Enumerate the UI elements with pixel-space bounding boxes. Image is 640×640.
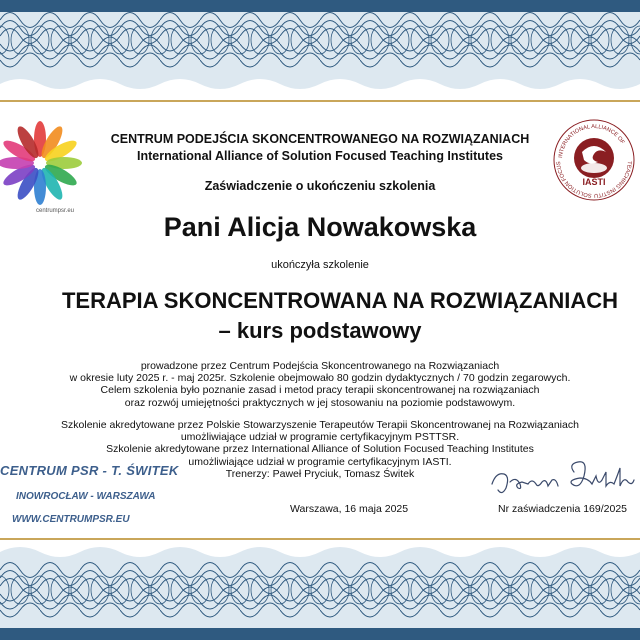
recipient-name: Pani Alicja Nowakowska (163, 212, 477, 242)
trainers-line: Trenerzy: Paweł Pryciuk, Tomasz Świtek (225, 467, 415, 480)
accreditation-line: Szkolenie akredytowane przez Polskie Stowarzyszenie Terapeutów Terapii Skoncentrowanej na Rozwiązaniach (61, 419, 579, 431)
logo-caption: centrumpsr.eu (36, 208, 75, 214)
certificate-title: Zaświadczenie o ukończeniu szkolenia (204, 179, 436, 193)
description-line: oraz rozwój umiejętności praktycznych w jej stosowaniu na poziomie podstawowym. (124, 396, 516, 409)
psr-stamp-city: INOWROCŁAW - WARSZAWA (16, 491, 156, 502)
accreditation-line: Szkolenie akredytowane przez International Alliance of Solution Focused Teaching Institutes (106, 443, 534, 456)
signature (488, 454, 638, 503)
completed-text: ukończyła szkolenie (271, 259, 369, 271)
psr-stamp-website: WWW.CENTRUMPSR.EU (12, 514, 130, 525)
description-line: prowadzone przez Centrum Podejścia Skoncentrowanego na Rozwiązaniach (140, 360, 500, 372)
top-gold-rule (0, 100, 640, 102)
place-and-date: Warszawa, 16 maja 2025 (290, 503, 409, 515)
accreditation-line: umożliwiające udział w programie certyfikacyjnym IASTI. (188, 455, 452, 468)
top-decorative-border (0, 0, 640, 98)
seal-ring-right: TEACHING INSTITU (593, 160, 633, 199)
course-title-line2: – kurs podstawowy (218, 318, 422, 343)
description-line: Celem szkolenia było poznanie zasad i metod pracy terapii skoncentrowanej na rozwiązaniach (100, 384, 540, 397)
seal-ring-top: INTERNATIONAL ALLIANCE OF (558, 123, 626, 159)
course-title-line1: TERAPIA SKONCENTROWANA NA ROZWIĄZANIACH (61, 288, 619, 313)
seal-center-label: IASTI (582, 177, 606, 187)
org-name-polish: CENTRUM PODEJŚCIA SKONCENTROWANEGO NA ROZWIĄZANIACH (110, 132, 530, 146)
course-description (0, 360, 640, 409)
seal-ring-left: SOLUTION FOCUS (555, 161, 593, 198)
bottom-decorative-border (0, 540, 640, 640)
certificate-number: Nr zaświadczenia 169/2025 (498, 503, 627, 515)
accreditation-line: umożliwiające udział w programie certyfikacyjnym PSTTSR. (180, 431, 460, 444)
org-name-english: International Alliance of Solution Focused Teaching Institutes (136, 149, 503, 163)
description-line: w okresie luty 2025 r. - maj 2025r. Szkolenie obejmowało 80 godzin dydaktycznych / 70 godzin zegarowych. (69, 372, 571, 385)
psr-stamp-name: CENTRUM PSR - T. ŚWITEK (0, 463, 179, 478)
